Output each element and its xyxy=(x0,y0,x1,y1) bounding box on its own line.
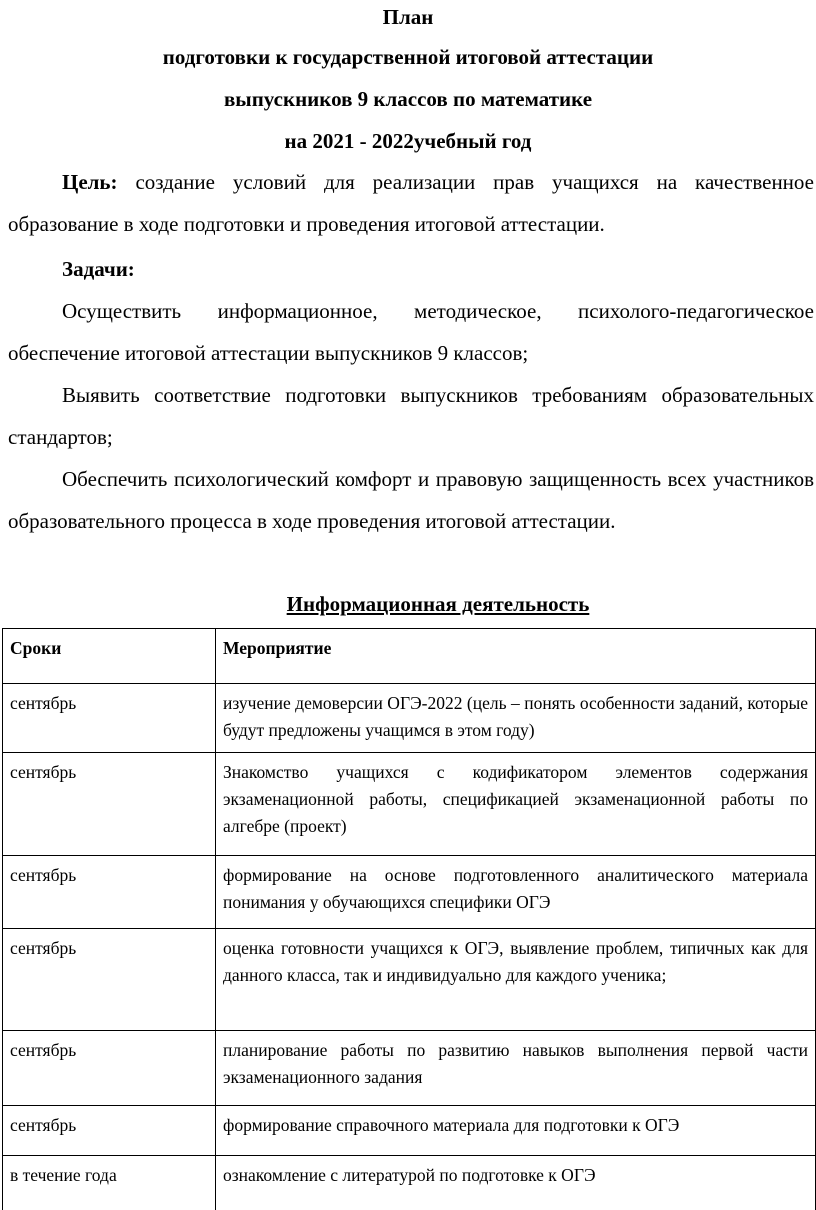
doc-subtitle-line-3: на 2021 - 2022учебный год xyxy=(0,129,816,153)
tasks-heading xyxy=(8,248,814,290)
row-event: оценка готовности учащихся к ОГЭ, выявление проблем, типичных как для данного класса, так и индивидуально для каждого ученика; xyxy=(216,929,816,1031)
task-item: Обеспечить психологический комфорт и правовую защищенность всех участников образовательного процесса в ходе проведения итоговой аттестации. xyxy=(8,458,814,542)
column-header-event: Мероприятие xyxy=(216,629,816,684)
row-term: сентябрь xyxy=(3,684,216,753)
row-event: формирование справочного материала для подготовки к ОГЭ xyxy=(216,1106,816,1156)
table-row xyxy=(3,1156,816,1210)
row-event: ознакомление с литературой по подготовке к ОГЭ xyxy=(216,1156,816,1210)
goal-text: создание условий для реализации прав учащихся на качественное образование в ходе подготовки и проведения итоговой аттестации. xyxy=(8,170,814,236)
table-row xyxy=(3,1106,816,1156)
row-event: планирование работы по развитию навыков выполнения первой части экзаменационного задания xyxy=(216,1031,816,1106)
column-header-term: Сроки xyxy=(3,629,216,684)
row-term: сентябрь xyxy=(3,1031,216,1106)
table-row xyxy=(3,929,816,1031)
table-row xyxy=(3,684,816,753)
plan-table xyxy=(2,628,816,1210)
section-title: Информационная деятельность xyxy=(0,590,816,618)
doc-subtitle-line-1: подготовки к государственной итоговой аттестации xyxy=(0,45,816,69)
doc-title: План xyxy=(0,5,816,29)
table-row xyxy=(3,753,816,856)
row-event: формирование на основе подготовленного аналитического материала понимания у обучающихся специфики ОГЭ xyxy=(216,856,816,929)
row-term: сентябрь xyxy=(3,929,216,1031)
task-item: Выявить соответствие подготовки выпускников требованиям образовательных стандартов; xyxy=(8,374,814,458)
row-term: в течение года xyxy=(3,1156,216,1210)
row-term: сентябрь xyxy=(3,1106,216,1156)
row-term: сентябрь xyxy=(3,753,216,856)
tasks-label: Задачи: xyxy=(62,257,135,281)
goal-paragraph xyxy=(8,161,814,245)
row-event: изучение демоверсии ОГЭ-2022 (цель – понять особенности заданий, которые будут предложены учащимся в этом году) xyxy=(216,684,816,753)
table-header-row xyxy=(3,629,816,684)
row-term: сентябрь xyxy=(3,856,216,929)
doc-subtitle-line-2: выпускников 9 классов по математике xyxy=(0,87,816,111)
goal-label: Цель: xyxy=(62,170,118,194)
table-row xyxy=(3,1031,816,1106)
task-item: Осуществить информационное, методическое, психолого-педагогическое обеспечение итоговой аттестации выпускников 9 классов; xyxy=(8,290,814,374)
table-row xyxy=(3,856,816,929)
row-event: Знакомство учащихся с кодификатором элементов содержания экзаменационной работы, спецификацией экзаменационной работы по алгебре (проект) xyxy=(216,753,816,856)
